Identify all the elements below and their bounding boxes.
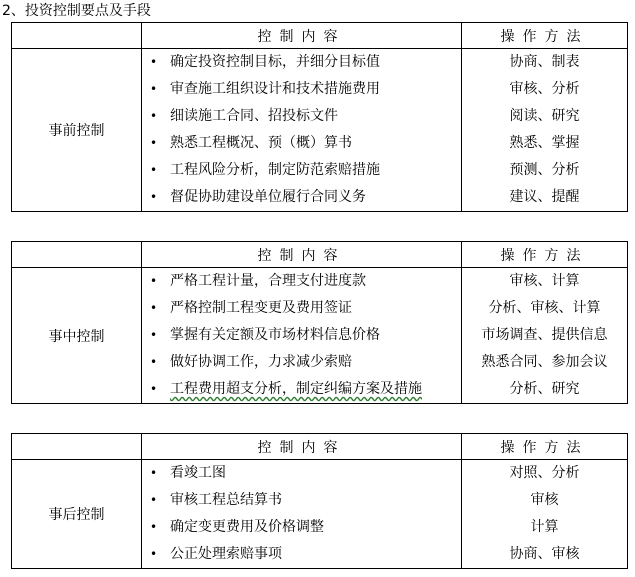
content-item bbox=[142, 268, 461, 295]
method-item: 对照、分析 bbox=[509, 465, 580, 481]
content-text: 工程费用超支分析，制定纠编方案及措施 bbox=[170, 381, 422, 397]
method-item: 分析、审核、计算 bbox=[488, 300, 601, 316]
content-item bbox=[142, 76, 461, 103]
content-item bbox=[142, 460, 461, 487]
bullet-icon: • bbox=[150, 55, 158, 69]
phase-label: 事前控制 bbox=[12, 49, 142, 212]
content-item bbox=[142, 130, 461, 157]
header-empty-cell bbox=[12, 23, 142, 49]
method-cell bbox=[462, 268, 628, 404]
bullet-icon: • bbox=[150, 493, 158, 507]
bullet-icon: • bbox=[150, 274, 158, 288]
content-text: 掌握有关定额及市场材料信息价格 bbox=[170, 327, 380, 343]
method-item: 审核、计算 bbox=[509, 273, 580, 289]
content-text: 审核工程总结算书 bbox=[170, 492, 282, 508]
control-table-mid bbox=[11, 241, 628, 404]
content-item bbox=[142, 514, 461, 541]
control-table-pre bbox=[11, 22, 628, 212]
bullet-icon: • bbox=[150, 466, 158, 480]
content-item bbox=[142, 541, 461, 568]
content-text: 看竣工图 bbox=[170, 465, 226, 481]
content-cell bbox=[142, 460, 462, 569]
table-header-row bbox=[12, 434, 628, 460]
method-item: 市场调查、提供信息 bbox=[481, 327, 608, 343]
content-text: 严格工程计量，合理支付进度款 bbox=[170, 273, 366, 289]
method-cell bbox=[462, 49, 628, 212]
header-empty-cell bbox=[12, 434, 142, 460]
table-header-row bbox=[12, 242, 628, 268]
table-body-row bbox=[12, 460, 628, 569]
header-content: 控制内容 bbox=[142, 242, 462, 268]
method-item: 审核 bbox=[530, 492, 559, 508]
method-cell bbox=[462, 460, 628, 569]
method-item: 建议、提醒 bbox=[509, 189, 580, 205]
method-item: 计算 bbox=[530, 519, 559, 535]
content-cell bbox=[142, 268, 462, 404]
bullet-icon: • bbox=[150, 163, 158, 177]
header-content: 控制内容 bbox=[142, 434, 462, 460]
table-header-row bbox=[12, 23, 628, 49]
bullet-icon: • bbox=[150, 382, 158, 396]
content-text: 督促协助建设单位履行合同义务 bbox=[170, 189, 366, 205]
header-method: 操作方法 bbox=[462, 242, 628, 268]
control-table-post bbox=[11, 433, 628, 569]
method-item: 协商、审核 bbox=[509, 546, 580, 562]
bullet-icon: • bbox=[150, 301, 158, 315]
header-method: 操作方法 bbox=[462, 23, 628, 49]
content-text: 确定变更费用及价格调整 bbox=[170, 519, 324, 535]
phase-label: 事后控制 bbox=[12, 460, 142, 569]
method-item: 审核、分析 bbox=[509, 81, 580, 97]
content-text: 工程风险分析，制定防范索赔措施 bbox=[170, 162, 380, 178]
method-item: 熟悉、掌握 bbox=[509, 135, 580, 151]
bullet-icon: • bbox=[150, 82, 158, 96]
table-body-row bbox=[12, 268, 628, 404]
section-heading: 2、投资控制要点及手段 bbox=[2, 3, 151, 19]
bullet-icon: • bbox=[150, 136, 158, 150]
content-text: 审查施工组织设计和技术措施费用 bbox=[170, 81, 380, 97]
content-item bbox=[142, 157, 461, 184]
content-text: 确定投资控制目标，并细分目标值 bbox=[170, 54, 380, 70]
content-text: 严格控制工程变更及费用签证 bbox=[170, 300, 352, 316]
content-text: 做好协调工作，力求减少索赔 bbox=[170, 354, 352, 370]
method-item: 分析、研究 bbox=[509, 381, 580, 397]
method-item: 阅读、研究 bbox=[509, 108, 580, 124]
bullet-icon: • bbox=[150, 547, 158, 561]
content-item bbox=[142, 322, 461, 349]
header-empty-cell bbox=[12, 242, 142, 268]
bullet-icon: • bbox=[150, 109, 158, 123]
bullet-icon: • bbox=[150, 520, 158, 534]
bullet-icon: • bbox=[150, 355, 158, 369]
content-item bbox=[142, 103, 461, 130]
header-content: 控制内容 bbox=[142, 23, 462, 49]
content-cell bbox=[142, 49, 462, 212]
method-item: 协商、制表 bbox=[509, 54, 580, 70]
content-text: 熟悉工程概况、预（概）算书 bbox=[170, 135, 352, 151]
header-method: 操作方法 bbox=[462, 434, 628, 460]
bullet-icon: • bbox=[150, 328, 158, 342]
content-item bbox=[142, 184, 461, 211]
content-item bbox=[142, 376, 461, 403]
content-item bbox=[142, 49, 461, 76]
content-item bbox=[142, 295, 461, 322]
content-item bbox=[142, 487, 461, 514]
bullet-icon: • bbox=[150, 190, 158, 204]
phase-label: 事中控制 bbox=[12, 268, 142, 404]
method-item: 预测、分析 bbox=[509, 162, 580, 178]
method-item: 熟悉合同、参加会议 bbox=[481, 354, 608, 370]
content-text: 细读施工合同、招投标文件 bbox=[170, 108, 338, 124]
table-body-row bbox=[12, 49, 628, 212]
content-text: 公正处理索赔事项 bbox=[170, 546, 282, 562]
content-item bbox=[142, 349, 461, 376]
